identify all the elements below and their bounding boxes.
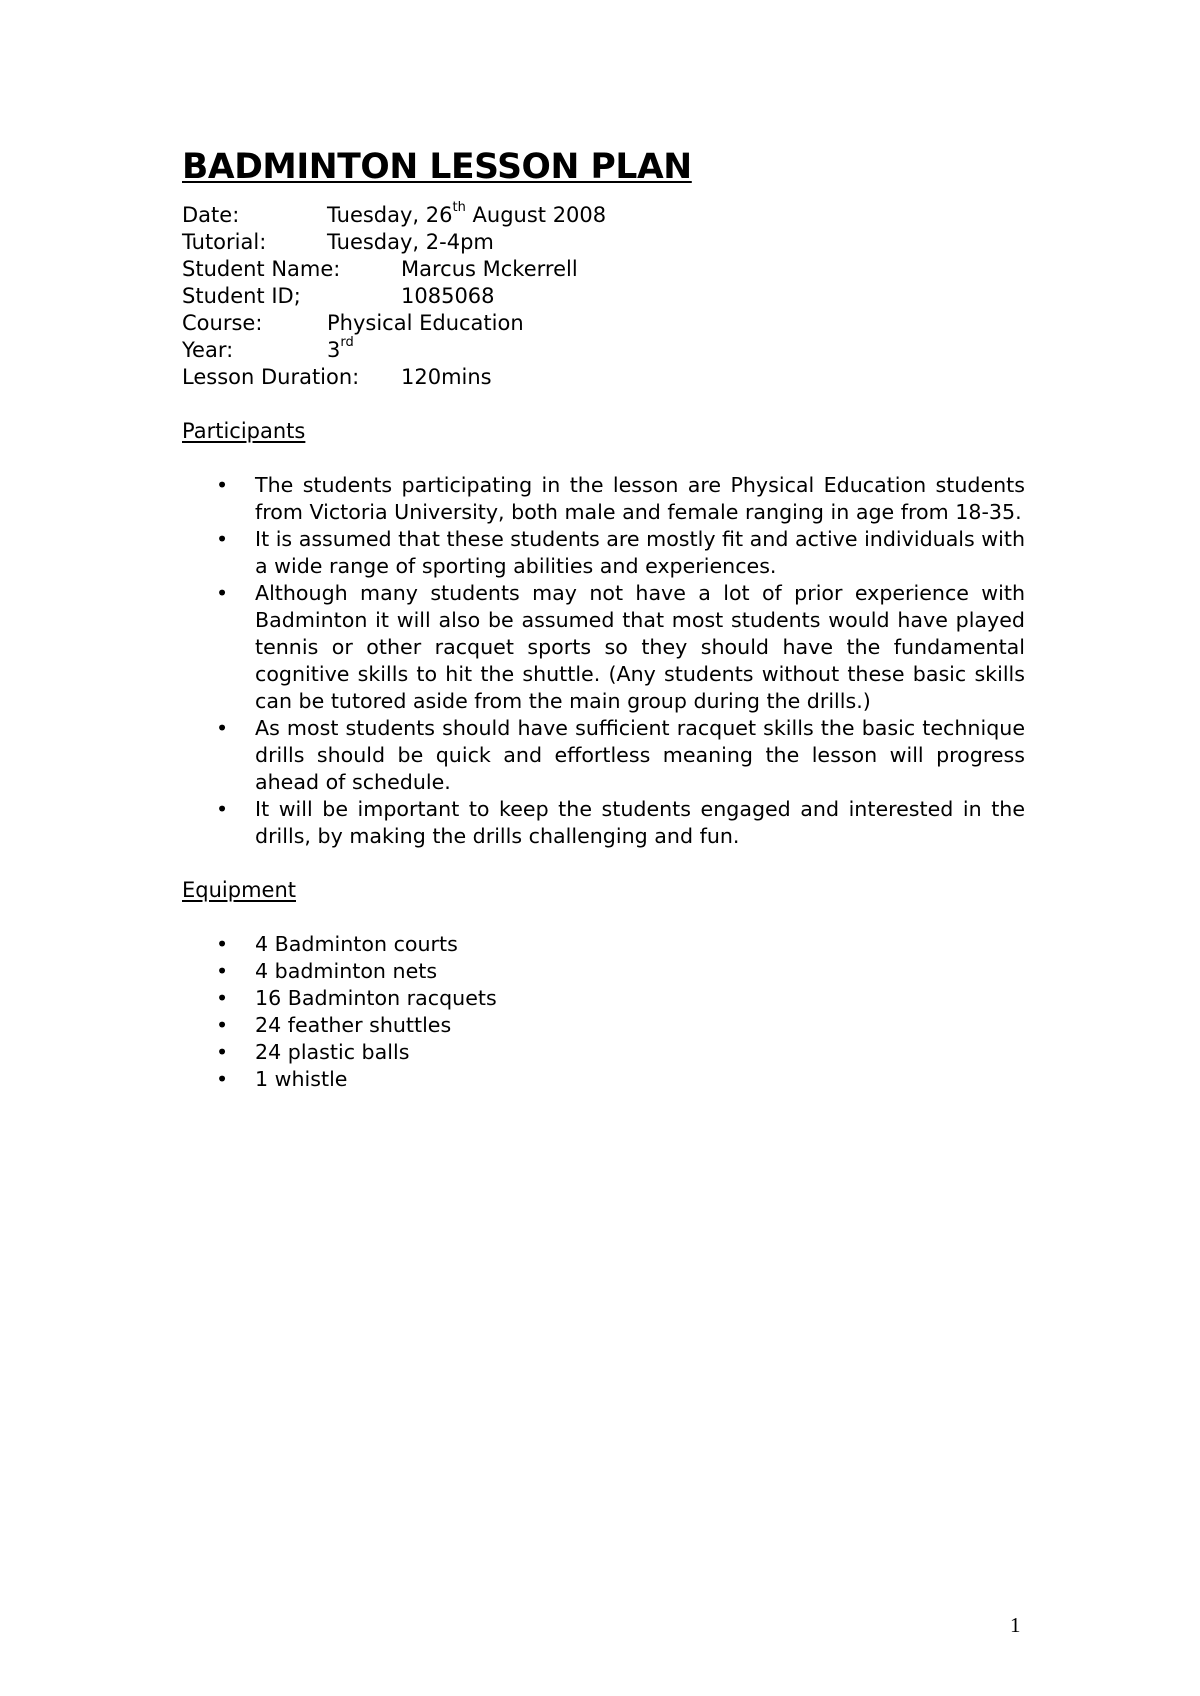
lesson-details xyxy=(182,202,1025,391)
bullet-icon: • xyxy=(216,527,229,551)
detail-row-year xyxy=(182,337,1025,364)
bullet-icon: • xyxy=(216,932,229,956)
date-value xyxy=(327,202,606,229)
detail-row-course xyxy=(182,310,1025,337)
list-item-text: As most students should have sufficient racquet skills the basic technique drills should be quick and effortless meaning the lesson will progress ahead of schedule. xyxy=(255,716,1025,794)
participants-list xyxy=(182,472,1025,850)
bullet-icon: • xyxy=(216,716,229,740)
bullet-icon: • xyxy=(216,1067,229,1091)
list-item xyxy=(182,715,1025,796)
student-id-label: Student ID; xyxy=(182,284,301,308)
detail-row-student-id xyxy=(182,283,1025,310)
list-item xyxy=(182,1066,1025,1093)
bullet-icon: • xyxy=(216,1040,229,1064)
date-label: Date: xyxy=(182,203,240,227)
list-item-text: Although many students may not have a lot of prior experience with Badminton it will also be assumed that most students would have played tennis or other racquet sports so they should have the fundamental cognitive skills to hit the shuttle. (Any students without these basic skills can be tutored aside from the main group during the drills.) xyxy=(255,581,1025,713)
list-item xyxy=(182,985,1025,1012)
participants-heading: Participants xyxy=(182,419,306,443)
year-value-ordinal: rd xyxy=(340,335,354,350)
list-item-text: 16 Badminton racquets xyxy=(255,986,497,1010)
bullet-icon: • xyxy=(216,581,229,605)
page-number: 1 xyxy=(1010,1613,1021,1637)
list-item xyxy=(182,526,1025,580)
list-item xyxy=(182,931,1025,958)
course-value: Physical Education xyxy=(327,311,524,335)
year-value-number: 3 xyxy=(327,338,341,362)
student-id-value: 1085068 xyxy=(401,284,495,308)
duration-label: Lesson Duration: xyxy=(182,365,360,389)
course-label: Course: xyxy=(182,311,263,335)
tutorial-value: Tuesday, 2-4pm xyxy=(327,230,494,254)
document-title: BADMINTON LESSON PLAN xyxy=(182,147,692,187)
list-item-text: 24 plastic balls xyxy=(255,1040,410,1064)
list-item xyxy=(182,796,1025,850)
date-value-month-year: August 2008 xyxy=(465,203,607,227)
detail-row-date xyxy=(182,202,1025,229)
list-item-text: It will be important to keep the students engaged and interested in the drills, by making the drills challenging and fun. xyxy=(255,797,1025,848)
student-name-label: Student Name: xyxy=(182,257,341,281)
duration-value: 120mins xyxy=(401,365,492,389)
list-item-text: 4 Badminton courts xyxy=(255,932,458,956)
list-item xyxy=(182,472,1025,526)
list-item-text: 24 feather shuttles xyxy=(255,1013,452,1037)
list-item-text: 4 badminton nets xyxy=(255,959,438,983)
equipment-heading: Equipment xyxy=(182,878,296,902)
list-item xyxy=(182,958,1025,985)
bullet-icon: • xyxy=(216,1013,229,1037)
list-item xyxy=(182,1012,1025,1039)
bullet-icon: • xyxy=(216,986,229,1010)
list-item-text: 1 whistle xyxy=(255,1067,348,1091)
bullet-icon: • xyxy=(216,473,229,497)
list-item xyxy=(182,1039,1025,1066)
detail-row-tutorial xyxy=(182,229,1025,256)
detail-row-student-name xyxy=(182,256,1025,283)
date-value-ordinal: th xyxy=(452,200,466,215)
equipment-list xyxy=(182,931,1025,1093)
list-item-text: The students participating in the lesson are Physical Education students from Victoria University, both male and female ranging in age from 18-35. xyxy=(255,473,1025,524)
tutorial-label: Tutorial: xyxy=(182,230,267,254)
date-value-day: Tuesday, 26 xyxy=(327,203,453,227)
year-label: Year: xyxy=(182,338,234,362)
student-name-value: Marcus Mckerrell xyxy=(401,257,578,281)
year-value xyxy=(327,337,354,364)
detail-row-duration xyxy=(182,364,1025,391)
list-item-text: It is assumed that these students are mostly fit and active individuals with a wide range of sporting abilities and experiences. xyxy=(255,527,1025,578)
document-body xyxy=(182,146,1025,1093)
list-item xyxy=(182,580,1025,715)
bullet-icon: • xyxy=(216,959,229,983)
bullet-icon: • xyxy=(216,797,229,821)
